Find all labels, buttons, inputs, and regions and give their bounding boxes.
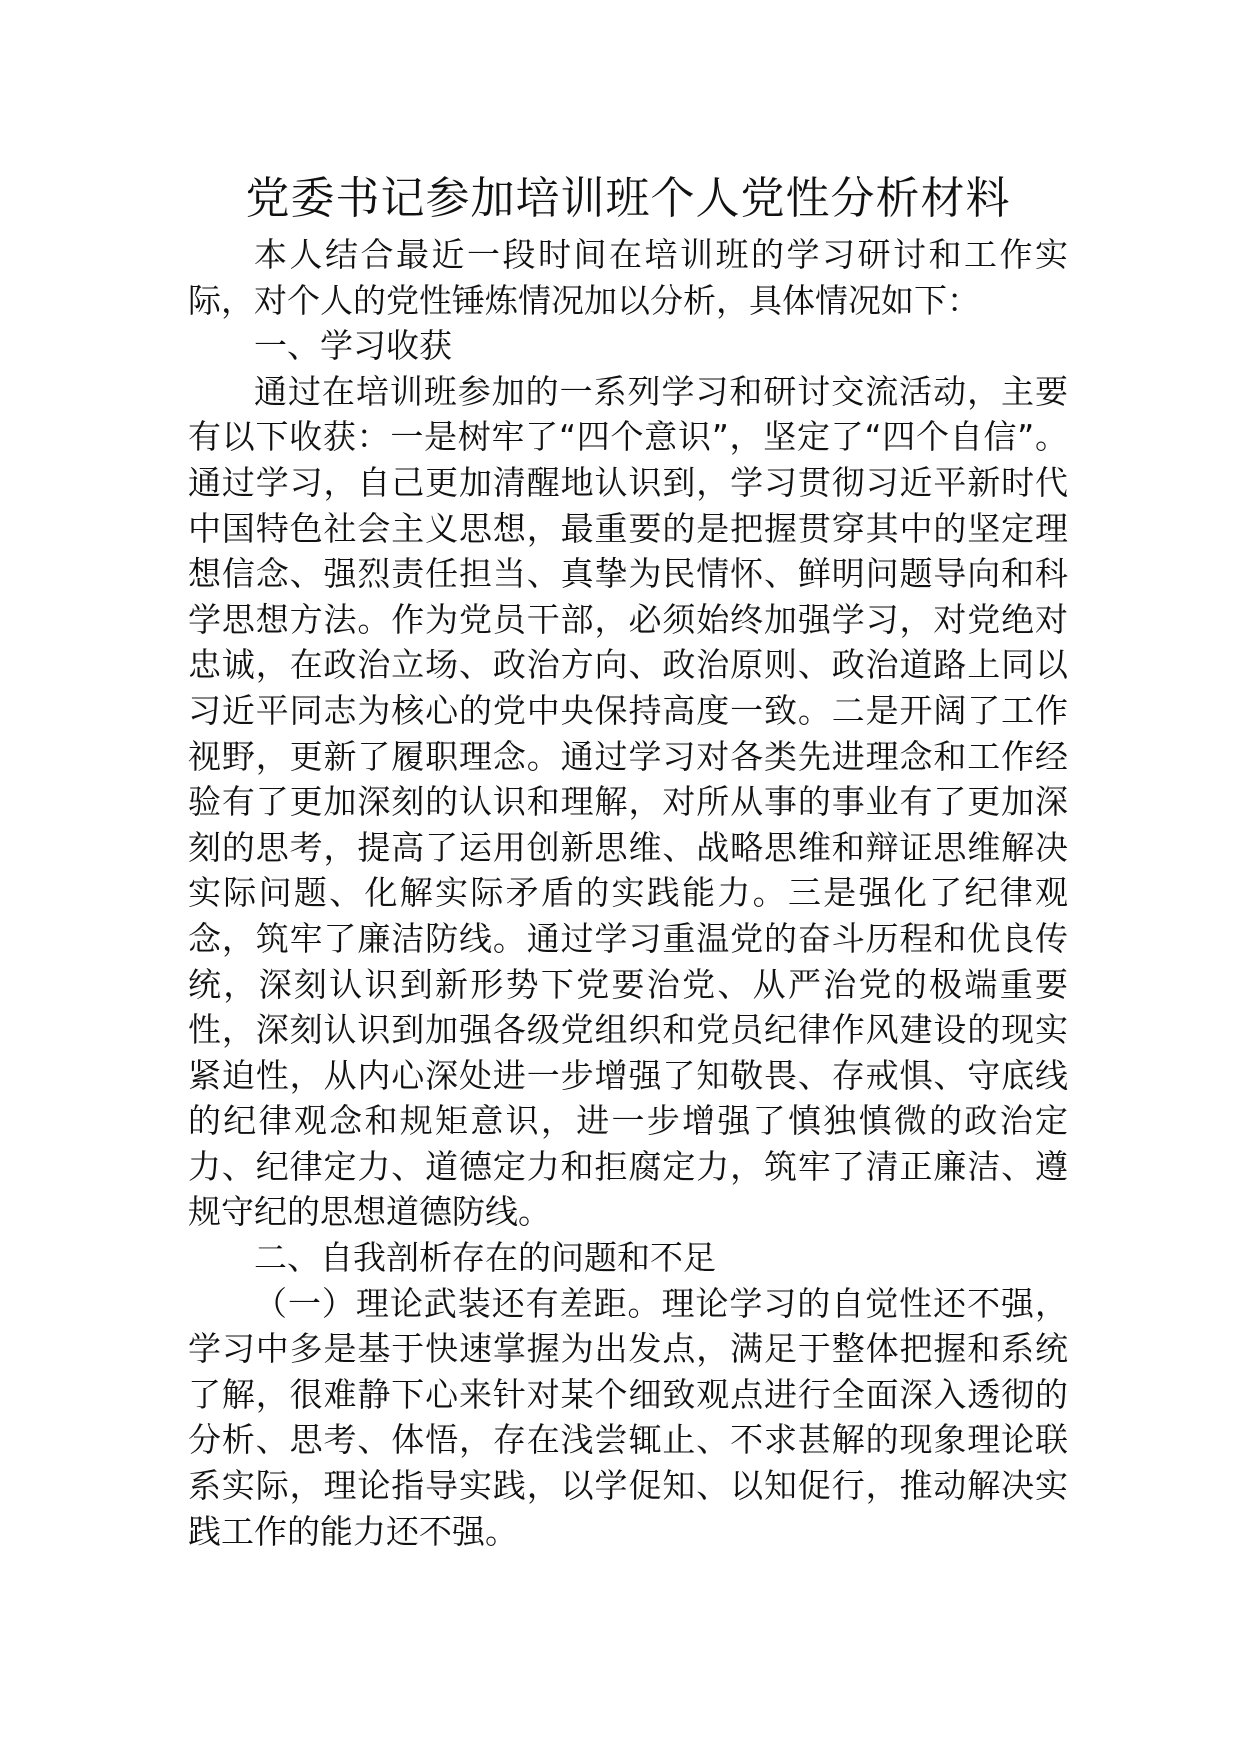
intro-paragraph: 本人结合最近一段时间在培训班的学习研讨和工作实际，对个人的党性锤炼情况加以分析，具体情况如下： <box>188 235 1068 320</box>
section-heading-study-gains: 一、学习收获 <box>254 326 452 366</box>
problem-item-1-paragraph: （一）理论武装还有差距。理论学习的自觉性还不强，学习中多是基于快速掌握为出发点，满足于整体把握和系统了解，很难静下心来针对某个细致观点进行全面深入透彻的分析、思考、体悟，存在浅尝辄止、不求甚解的现象理论联系实际，理论指导实践，以学促知、以知促行，推动解决实践工作的能力还不强。 <box>188 1283 1068 1551</box>
document-page <box>188 168 1068 1554</box>
document-title: 党委书记参加培训班个人党性分析材料 <box>245 173 1011 224</box>
section-heading-problems: 二、自我剖析存在的问题和不足 <box>254 1238 716 1278</box>
study-gains-paragraph: 通过在培训班参加的一系列学习和研讨交流活动，主要有以下收获：一是树牢了“四个意识”，坚定了“四个自信”。通过学习，自己更加清醒地认识到，学习贯彻习近平新时代中国特色社会主义思想，最重要的是把握贯穿其中的坚定理想信念、强烈责任担当、真挚为民情怀、鲜明问题导向和科学思想方法。作为党员干部，必须始终加强学习，对党绝对忠诚，在政治立场、政治方向、政治原则、政治道路上同以习近平同志为核心的党中央保持高度一致。二是开阔了工作视野，更新了履职理念。通过学习对各类先进理念和工作经验有了更加深刻的认识和理解，对所从事的事业有了更加深刻的思考，提高了运用创新思维、战略思维和辩证思维解决实际问题、化解实际矛盾的实践能力。三是强化了纪律观念，筑牢了廉洁防线。通过学习重温党的奋斗历程和优良传统，深刻认识到新形势下党要治党、从严治党的极端重要性，深刻认识到加强各级党组织和党员纪律作风建设的现实紧迫性，从内心深处进一步增强了知敬畏、存戒惧、守底线的纪律观念和规矩意识，进一步增强了慎独慎微的政治定力、纪律定力、道德定力和拒腐定力，筑牢了清正廉洁、遵规守纪的思想道德防线。 <box>188 371 1068 1232</box>
